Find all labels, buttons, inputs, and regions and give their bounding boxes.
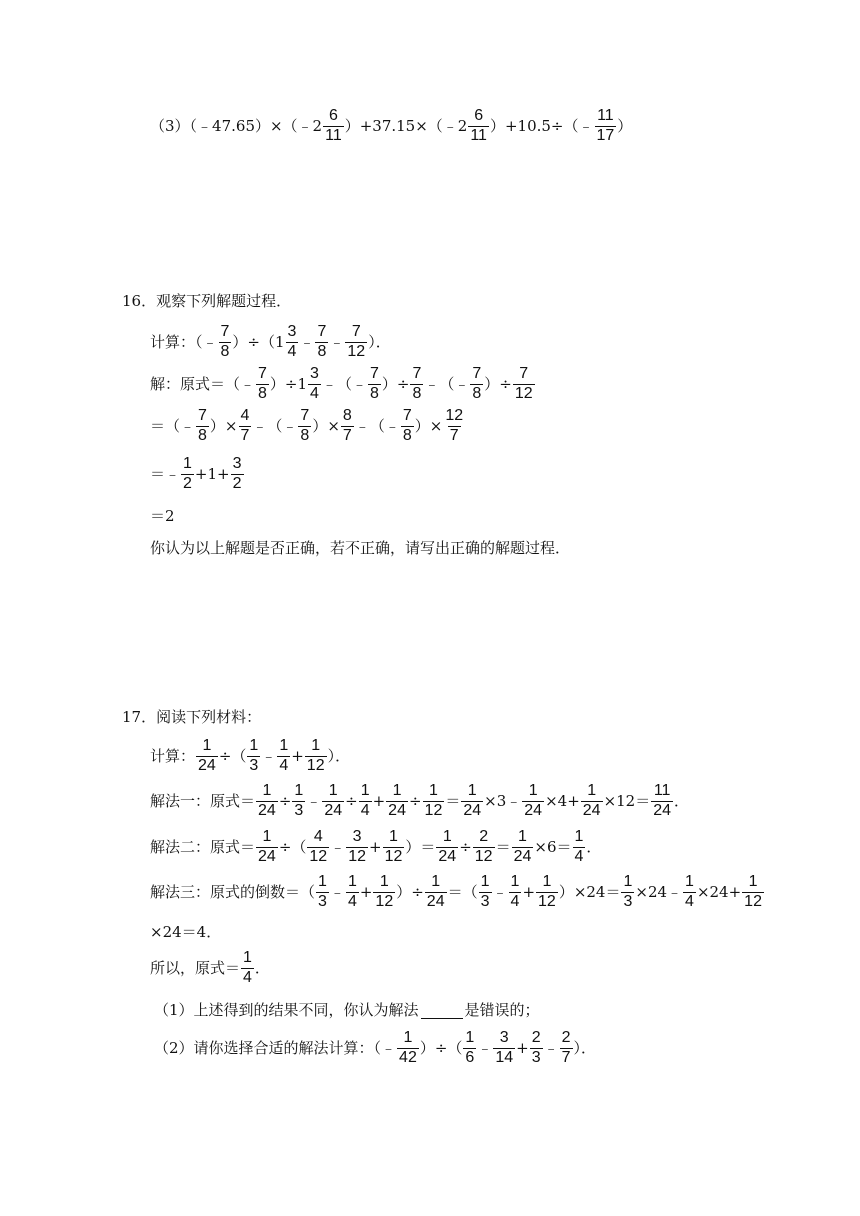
fraction: $\frac{7}{8}$ xyxy=(220,323,230,360)
text: ﹣ xyxy=(306,791,322,810)
text: + xyxy=(372,791,386,810)
fraction: $\frac{7}{8}$ xyxy=(317,323,327,360)
fraction-11-17: $\frac{11}{17}$ xyxy=(596,107,615,144)
text: ﹣ xyxy=(329,882,345,901)
text: （2）请你选择合适的解法计算：（﹣ xyxy=(154,1038,397,1057)
q17-so-line xyxy=(150,950,270,987)
fraction: $\frac{1}{24}$ xyxy=(324,782,343,819)
fraction: $\frac{7}{8}$ xyxy=(472,365,482,402)
q17-title xyxy=(122,710,261,725)
text: ）+37.15×（﹣2 xyxy=(344,116,468,135)
fraction: $\frac{1}{24}$ xyxy=(582,782,601,819)
fraction: $\frac{2}{12}$ xyxy=(474,828,493,865)
text: ﹣ xyxy=(543,1038,559,1057)
text: ． xyxy=(674,791,690,810)
fraction: $\frac{1}{12}$ xyxy=(384,828,403,865)
fraction: $\frac{1}{24}$ xyxy=(388,782,406,819)
text: ＝2 xyxy=(150,507,175,525)
fraction-6-11: $\frac{6}{11}$ xyxy=(325,107,342,144)
fraction-6-11: $\frac{6}{11}$ xyxy=(470,107,487,144)
text: ×4+ xyxy=(545,791,580,810)
text: ÷ xyxy=(278,791,292,810)
q17-method3-cont-line xyxy=(150,925,221,940)
text: ＝（﹣ xyxy=(150,416,196,435)
text: ﹣（﹣ xyxy=(424,374,470,393)
text: ． xyxy=(254,958,270,977)
fraction: $\frac{2}{7}$ xyxy=(561,1029,571,1066)
fraction: $\frac{1}{4}$ xyxy=(360,782,370,819)
fraction: $\frac{1}{3}$ xyxy=(480,873,490,910)
text: ×24+ xyxy=(696,882,742,901)
text: ）× xyxy=(312,416,340,435)
text: ×24＝4． xyxy=(150,923,222,941)
text: ）÷ xyxy=(396,882,424,901)
fraction: $\frac{1}{24}$ xyxy=(258,828,276,865)
fraction: $\frac{12}{7}$ xyxy=(445,407,464,444)
text: ÷ xyxy=(345,791,358,810)
fraction: $\frac{7}{8}$ xyxy=(369,365,379,402)
fraction: $\frac{1}{3}$ xyxy=(623,873,633,910)
q16-title xyxy=(122,294,291,309)
fraction: $\frac{2}{3}$ xyxy=(531,1029,541,1066)
fraction: $\frac{3}{4}$ xyxy=(310,365,319,402)
text: ×3﹣ xyxy=(484,791,522,810)
text: 是错误的； xyxy=(464,1001,540,1019)
fraction: $\frac{11}{24}$ xyxy=(653,782,672,819)
text: （1）上述得到的结果不同，你认为解法 xyxy=(154,1001,419,1019)
fraction: $\frac{7}{8}$ xyxy=(198,407,207,444)
fraction: $\frac{4}{7}$ xyxy=(240,407,250,444)
fraction: $\frac{1}{12}$ xyxy=(744,873,762,910)
text: ÷（ xyxy=(278,837,307,856)
fraction: $\frac{7}{8}$ xyxy=(300,407,310,444)
fraction: $\frac{8}{7}$ xyxy=(342,407,352,444)
text: ﹣ xyxy=(477,1038,493,1057)
fraction: $\frac{1}{4}$ xyxy=(243,949,252,986)
q17-title-text: 17．阅读下列材料： xyxy=(122,708,262,726)
q17-calc-line xyxy=(150,738,350,775)
q16-step2-line xyxy=(150,456,245,493)
fraction: $\frac{1}{2}$ xyxy=(183,455,192,492)
fraction: $\frac{1}{24}$ xyxy=(258,782,276,819)
fraction: $\frac{1}{24}$ xyxy=(463,782,482,819)
text: ＝ xyxy=(445,791,461,810)
q17-method2-line xyxy=(150,829,601,866)
text: ﹣ xyxy=(299,332,315,351)
text: ）+10.5÷（﹣ xyxy=(489,116,594,135)
text: ）× xyxy=(209,416,238,435)
text: ＝﹣ xyxy=(150,464,181,483)
q17-sub2-line xyxy=(154,1030,596,1067)
text: ）×24＝ xyxy=(558,882,621,901)
fraction: $\frac{1}{3}$ xyxy=(318,873,327,910)
fraction: $\frac{1}{42}$ xyxy=(399,1029,417,1066)
text: （3）（﹣47.65）×（﹣2 xyxy=(150,116,323,135)
text: ﹣ xyxy=(329,332,345,351)
problem-3-line xyxy=(150,108,632,145)
text: ） xyxy=(617,116,633,135)
text: ﹣ xyxy=(330,837,346,856)
text: ÷ xyxy=(408,791,422,810)
q16-result-line xyxy=(150,509,175,524)
q17-method1-line xyxy=(150,783,689,820)
text: ）÷ xyxy=(381,374,410,393)
fraction: $\frac{1}{24}$ xyxy=(426,873,445,910)
q17-method3-line xyxy=(150,874,765,911)
text: +1+ xyxy=(194,464,230,483)
text: ）． xyxy=(573,1038,597,1057)
text: ﹣（﹣ xyxy=(321,374,367,393)
text: + xyxy=(369,837,382,856)
text: ﹣ xyxy=(492,882,508,901)
fraction: $\frac{7}{12}$ xyxy=(347,323,366,360)
text: + xyxy=(291,746,304,765)
fraction: $\frac{1}{3}$ xyxy=(249,737,259,774)
text: ． xyxy=(586,837,602,856)
answer-blank[interactable] xyxy=(421,1002,463,1019)
fraction: $\frac{3}{12}$ xyxy=(348,828,366,865)
text: ）． xyxy=(368,332,391,351)
text: 所以，原式＝ xyxy=(150,958,241,977)
text: + xyxy=(359,882,373,901)
fraction: $\frac{1}{12}$ xyxy=(424,782,443,819)
text: ÷（ xyxy=(218,746,247,765)
fraction: $\frac{1}{6}$ xyxy=(465,1029,475,1066)
fraction: $\frac{7}{8}$ xyxy=(258,365,267,402)
text: 解法二：原式＝ xyxy=(150,837,256,856)
text: ＝ xyxy=(495,837,511,856)
q16-calc-line xyxy=(150,324,391,361)
fraction: $\frac{7}{12}$ xyxy=(514,365,533,402)
text: ÷ xyxy=(459,837,472,856)
fraction: $\frac{1}{12}$ xyxy=(375,873,394,910)
q16-question-line xyxy=(150,541,570,556)
text: 计算：（﹣ xyxy=(150,332,218,351)
fraction: $\frac{3}{2}$ xyxy=(232,455,242,492)
text: 解法一：原式＝ xyxy=(150,791,256,810)
fraction: $\frac{1}{12}$ xyxy=(306,737,325,774)
text: ）÷1 xyxy=(269,374,308,393)
q17-sub1-line xyxy=(154,1002,540,1019)
fraction: $\frac{3}{14}$ xyxy=(495,1029,514,1066)
q16-step1-line xyxy=(150,408,466,445)
text: ×12＝ xyxy=(603,791,651,810)
fraction: $\frac{1}{4}$ xyxy=(685,873,694,910)
text: ×6＝ xyxy=(534,837,572,856)
text: ﹣（﹣ xyxy=(252,416,298,435)
fraction: $\frac{1}{4}$ xyxy=(279,737,289,774)
q16-title-text: 16．观察下列解题过程． xyxy=(122,292,292,310)
text: 计算： xyxy=(150,746,196,765)
text: ）÷ xyxy=(484,374,512,393)
fraction: $\frac{7}{8}$ xyxy=(412,365,422,402)
text: ）＝ xyxy=(405,837,436,856)
text: ﹣ xyxy=(261,746,277,765)
fraction: $\frac{1}{24}$ xyxy=(198,737,216,774)
fraction: $\frac{3}{4}$ xyxy=(287,323,297,360)
q16-solution-line xyxy=(150,366,536,403)
text: + xyxy=(522,882,536,901)
text: ）． xyxy=(327,746,351,765)
text: ＝（ xyxy=(447,882,478,901)
text: ）÷（ xyxy=(419,1038,463,1057)
fraction: $\frac{1}{4}$ xyxy=(510,873,520,910)
text: ）÷（1 xyxy=(232,332,285,351)
text: 解：原式＝（﹣ xyxy=(150,374,256,393)
text: ）× xyxy=(414,416,443,435)
text: ×24﹣ xyxy=(635,882,683,901)
fraction: $\frac{1}{12}$ xyxy=(538,873,556,910)
fraction: $\frac{4}{12}$ xyxy=(309,828,328,865)
fraction: $\frac{7}{8}$ xyxy=(402,407,412,444)
text: 你认为以上解题是否正确，若不正确，请写出正确的解题过程． xyxy=(150,539,571,557)
text: + xyxy=(516,1038,529,1057)
fraction: $\frac{1}{4}$ xyxy=(347,873,357,910)
fraction: $\frac{1}{4}$ xyxy=(574,828,584,865)
fraction: $\frac{1}{24}$ xyxy=(438,828,457,865)
text: 解法三：原式的倒数＝（ xyxy=(150,882,316,901)
fraction: $\frac{1}{3}$ xyxy=(294,782,304,819)
fraction: $\frac{1}{24}$ xyxy=(513,828,532,865)
fraction: $\frac{1}{24}$ xyxy=(524,782,543,819)
text: ﹣（﹣ xyxy=(354,416,400,435)
